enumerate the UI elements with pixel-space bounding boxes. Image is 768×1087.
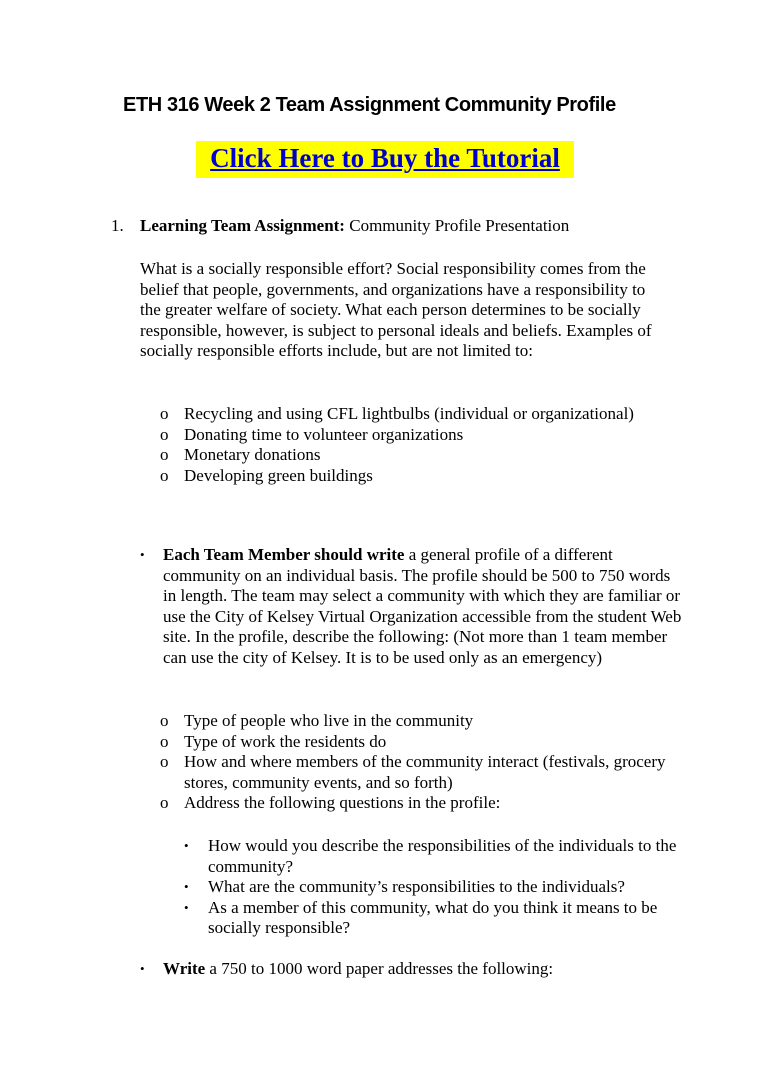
item-number: 1.: [111, 216, 124, 235]
buy-tutorial-link[interactable]: Click Here to Buy the Tutorial: [210, 143, 560, 173]
list-item: o Type of work the residents do: [160, 731, 387, 751]
dot-bullet-icon: •: [140, 961, 145, 976]
list-item: o Type of people who live in the community: [160, 711, 474, 730]
circle-bullet-icon: o: [160, 793, 169, 812]
dot-bullet-icon: •: [184, 838, 189, 853]
circle-bullet-icon: o: [160, 465, 169, 485]
tutorial-link-highlight: [196, 141, 574, 178]
circle-bullet-icon: o: [160, 424, 169, 444]
circle-bullet-icon: o: [160, 404, 169, 423]
circle-bullet-icon: o: [160, 731, 169, 751]
item-heading-bold: Learning Team Assignment:: [140, 216, 345, 235]
list-item: o Monetary donations: [160, 445, 321, 464]
circle-bullet-icon: o: [160, 711, 169, 730]
write-bold: Write: [163, 959, 206, 978]
circle-bullet-icon: o: [160, 445, 169, 464]
list-item: o Developing green buildings: [160, 465, 373, 485]
examples-list: [160, 404, 680, 486]
list-item: • As a member of this community, what do you think it means to be socially responsible?: [184, 897, 658, 937]
write-paper-paragraph: [163, 959, 683, 980]
team-member-bold: Each Team Member should write: [163, 545, 405, 564]
list-item: o Address the following questions in the profile:: [160, 793, 501, 812]
list-item: o Donating time to volunteer organizations: [160, 424, 464, 444]
profile-items-list: [160, 711, 680, 814]
write-text: a 750 to 1000 word paper addresses the following:: [205, 959, 554, 978]
document-title: ETH 316 Week 2 Team Assignment Community Profile: [123, 94, 616, 116]
questions-list: [184, 836, 684, 939]
circle-bullet-icon: o: [160, 752, 169, 771]
list-item: • How would you describe the responsibilities of the individuals to the community?: [184, 836, 677, 876]
team-member-paragraph: [163, 545, 683, 668]
list-item: • What are the community’s responsibilities to the individuals?: [184, 877, 625, 896]
list-item: o How and where members of the community interact (festivals, grocery stores, community events, and so forth): [160, 752, 666, 792]
item-heading: [140, 216, 569, 237]
dot-bullet-icon: •: [184, 879, 189, 894]
dot-bullet-icon: •: [184, 899, 189, 915]
item-heading-text: Community Profile Presentation: [344, 216, 570, 235]
team-member-text: a general profile of a different community on an individual basis. The profile should be 500 to 750 words in length. The team may select a community with which they are familiar or use the City of Kelsey Virtual Organization accessible from the student Web site. In the profile, describe the following: (Not more than 1 team member can use the city of Kelsey. It is to be used only as an emergency): [163, 545, 682, 667]
intro-paragraph: What is a socially responsible effort? Social responsibility comes from the belief that people, governments, and organizations have a responsibility to the greater welfare of society. What each person determines to be socially responsible, however, is subject to personal ideals and beliefs. Examples of socially responsible efforts include, but are not limited to:: [140, 259, 652, 360]
list-item: o Recycling and using CFL lightbulbs (individual or organizational): [160, 404, 634, 423]
dot-bullet-icon: •: [140, 547, 145, 562]
